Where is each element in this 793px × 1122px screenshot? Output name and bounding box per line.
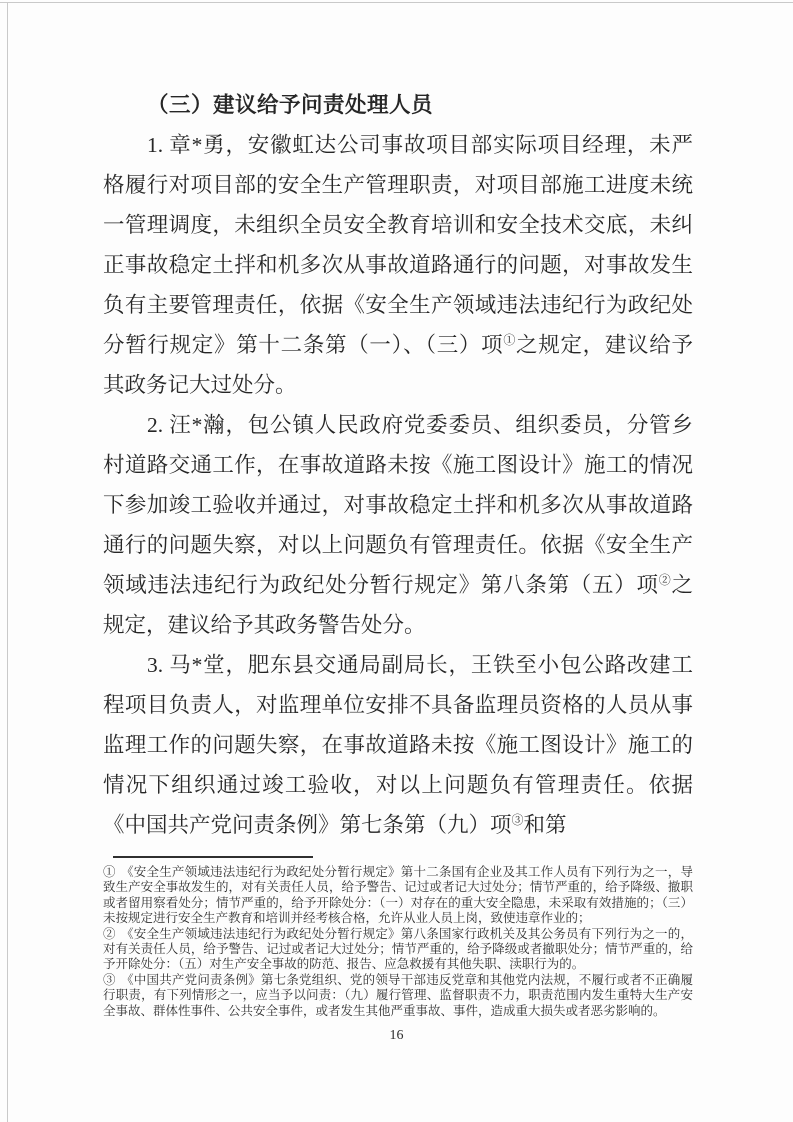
footnote-text: 《安全生产领域违法违纪行为政纪处分暂行规定》第十二条国有企业及其工作人员有下列行为之一，导致生产安全事故发生的，对有关责任人员，给予警告、记过或者记大过处分；情节严重的，给予降级、撤职或者留用察看处分；情节严重的，给予开除处分：（一）对存在的重大安全隐患，未采取有效措施的；（三）未按规定进行安全生产教育和培训并经考核合格，允许从业人员上岗，致使违章作业的；: [103, 865, 693, 926]
text-segment: 2. 汪*瀚，包公镇人民政府党委委员、组织委员，分管乡村道路交通工作，在事故道路未按《施工图设计》施工的情况下参加竣工验收并通过，对事故稳定土拌和机多次从事故道路通行的问题失察，对以上问题负有管理责任。依据《安全生产领域违法违纪行为政纪处分暂行规定》第八条第（五）项: [103, 413, 693, 597]
text-segment: 之规定，建议给予其政务记大过处分。: [103, 333, 693, 397]
footnote-divider: [113, 856, 313, 858]
footnote-text: 《中国共产党问责条例》第七条党组织、党的领导干部违反党章和其他党内法规，不履行或者不正确履行职责，有下列情形之一，应当予以问责：（九）履行管理、监督职责不力，职责范围内发生重特大生产安全事故、群体性事件、公共安全事件，或者发生其他严重事故、事件，造成重大损失或者恶劣影响的。: [103, 972, 693, 1018]
body-paragraphs: [103, 125, 693, 845]
footnote: [103, 973, 693, 1019]
footnote-marker: ②: [103, 926, 120, 941]
text-segment: 1. 章*勇，安徽虹达公司事故项目部实际项目经理，未严格履行对项目部的安全生产管理职责，对项目部施工进度未统一管理调度，未组织全员安全教育培训和安全技术交底，未纠正事故稳定土拌和机多次从事故道路通行的问题，对事故发生负有主要管理责任，依据《安全生产领域违法违纪行为政纪处分暂行规定》第十二条第（一）、（三）项: [103, 133, 693, 357]
page-edge-left: [7, 2, 8, 1122]
page-number: 16: [389, 1028, 404, 1043]
footnotes-section: [103, 856, 693, 1019]
document-body: [103, 85, 693, 845]
footnote-text: 《安全生产领域违法违纪行为政纪处分暂行规定》第八条国家行政机关及其公务员有下列行为之一的，对有关责任人员，给予警告、记过或者记大过处分；情节严重的，给予降级或者撤职处分；情节严重的，给予开除处分：（五）对生产安全事故的防范、报告、应急救援有其他失职、渎职行为的。: [103, 926, 693, 972]
text-segment: 之规定，建议给予其政务警告处分。: [103, 573, 693, 637]
footnote-reference: ②: [658, 572, 672, 587]
footnote: [103, 865, 693, 927]
footnote: [103, 927, 693, 973]
section-heading: （三）建议给予问责处理人员: [147, 93, 434, 117]
page-edge-top: [0, 2, 793, 3]
body-paragraph: [103, 645, 693, 845]
body-paragraph: [103, 125, 693, 405]
footnote-marker: ③: [103, 972, 120, 987]
footnote-list: [103, 865, 693, 1019]
text-segment: 3. 马*堂，肥东县交通局副局长，王铁至小包公路改建工程项目负责人，对监理单位安排不具备监理员资格的人员从事监理工作的问题失察，在事故道路未按《施工图设计》施工的情况下组织通过竣工验收，对以上问题负有管理责任。依据《中国共产党问责条例》第七条第（九）项: [103, 653, 693, 837]
text-segment: 和第: [523, 813, 567, 837]
footnote-reference: ①: [503, 332, 517, 347]
footnote-marker: ①: [103, 865, 120, 879]
footnote-reference: ③: [511, 812, 524, 827]
body-paragraph: [103, 405, 693, 645]
